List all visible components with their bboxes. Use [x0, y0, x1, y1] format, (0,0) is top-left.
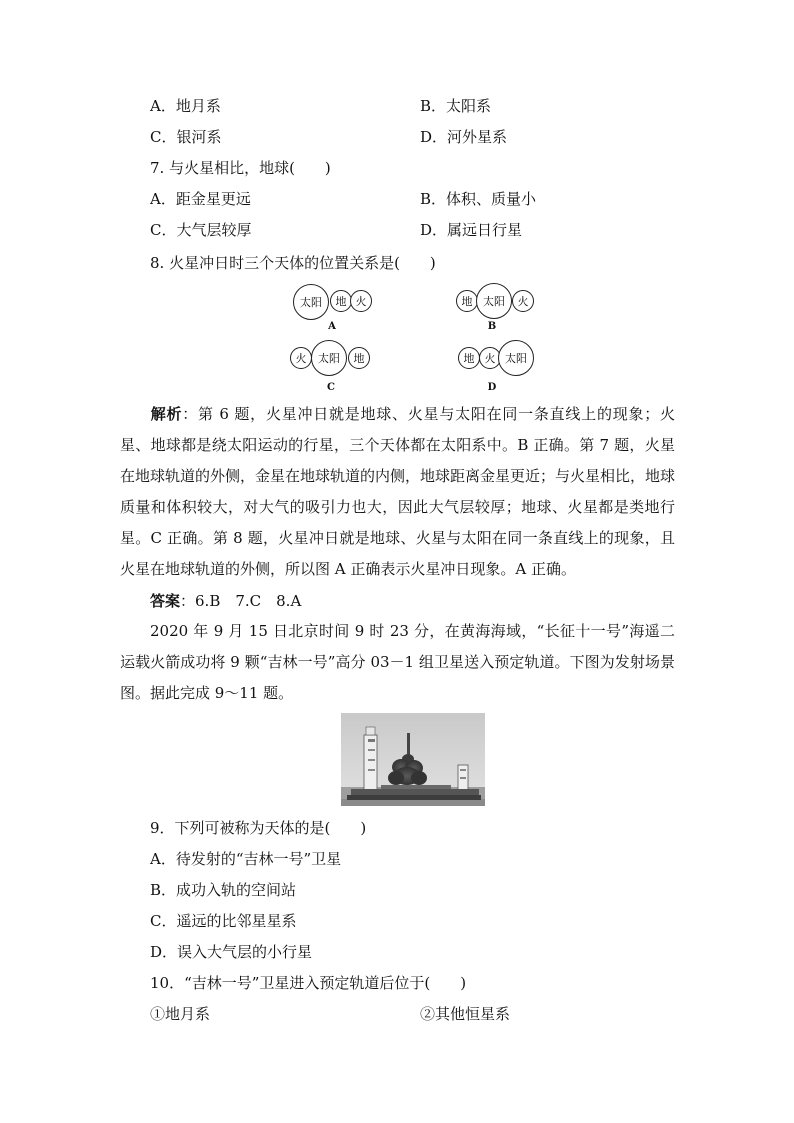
- q9-option-c: C．遥远的比邻星星系: [150, 912, 297, 930]
- q6-option-d: D．河外星系: [420, 128, 508, 146]
- mars-circle: 火: [512, 290, 534, 312]
- mars-circle: 火: [479, 347, 501, 369]
- q9-option-a: A．待发射的“吉林一号”卫星: [150, 850, 342, 868]
- q9-stem: 9．下列可被称为天体的是( ): [150, 819, 367, 837]
- sun-circle: 太阳: [498, 340, 534, 376]
- launch-scene-image: [341, 713, 485, 806]
- q7-option-b: B．体积、质量小: [420, 190, 537, 208]
- answer-label: 答案: [150, 592, 181, 610]
- q10-option-2: ②其他恒星系: [420, 1005, 511, 1023]
- sun-circle: 太阳: [311, 340, 347, 376]
- diagram-label: A: [328, 321, 336, 332]
- diagram-label: C: [327, 382, 335, 393]
- q6-option-b: B．太阳系: [420, 97, 492, 115]
- mars-circle: 火: [290, 347, 312, 369]
- earth-circle: 地: [330, 290, 352, 312]
- q10-stem: 10．“吉林一号”卫星进入预定轨道后位于( ): [150, 974, 467, 992]
- earth-circle: 地: [456, 290, 478, 312]
- q7-option-a: A．距金星更远: [150, 190, 251, 208]
- passage-paragraph: [120, 616, 675, 709]
- analysis-paragraph: [120, 399, 675, 585]
- earth-circle: 地: [458, 347, 480, 369]
- q9-option-b: B．成功入轨的空间站: [150, 881, 297, 899]
- diagram-label: B: [487, 321, 497, 332]
- launch-photo: [341, 713, 485, 806]
- q9-option-d: D．误入大气层的小行星: [150, 943, 313, 961]
- mars-circle: 火: [350, 290, 372, 312]
- analysis-text: ：第 6 题，火星冲日就是地球、火星与太阳在同一条直线上的现象；火星、地球都是绕太阳运动的行星，三个天体都在太阳系中。B 正确。第 7 题，火星在地球轨道的外侧，金星在地球轨道的内侧，地球距离金星更近；与火星相比，地球质量和体积较大，对大气的吸引力也大，因此大气层较厚；地球、火星都是类地行星。C 正确。第 8 题，火星冲日就是地球、火星与太阳在同一条直线上的现象，且火星在地球轨道的外侧，所以图 A 正确表示火星冲日现象。A 正确。: [120, 405, 676, 578]
- passage-text: 2020 年 9 月 15 日北京时间 9 时 23 分，在黄海海域，“长征十一号”海遥二运载火箭成功将 9 颗“吉林一号”高分 03－1 组卫星送入预定轨道。下图为发射场景图。据此完成 9～11 题。: [120, 622, 675, 702]
- q7-option-c: C．大气层较厚: [150, 221, 252, 239]
- analysis-label: 解析: [150, 405, 183, 423]
- q7-option-d: D．属远日行星: [420, 221, 523, 239]
- q6-option-a: A．地月系: [150, 97, 221, 115]
- q6-option-c: C．银河系: [150, 128, 222, 146]
- q10-option-1: ①地月系: [150, 1005, 211, 1023]
- sun-circle: 太阳: [476, 283, 512, 319]
- answer-line: [150, 591, 301, 611]
- sun-circle: 太阳: [293, 284, 329, 320]
- q8-stem: 8. 火星冲日时三个天体的位置关系是( ): [150, 254, 436, 272]
- diagram-label: D: [487, 382, 497, 393]
- answer-text: ：6.B 7.C 8.A: [180, 592, 302, 610]
- q7-stem: 7. 与火星相比，地球( ): [150, 159, 331, 177]
- earth-circle: 地: [348, 347, 370, 369]
